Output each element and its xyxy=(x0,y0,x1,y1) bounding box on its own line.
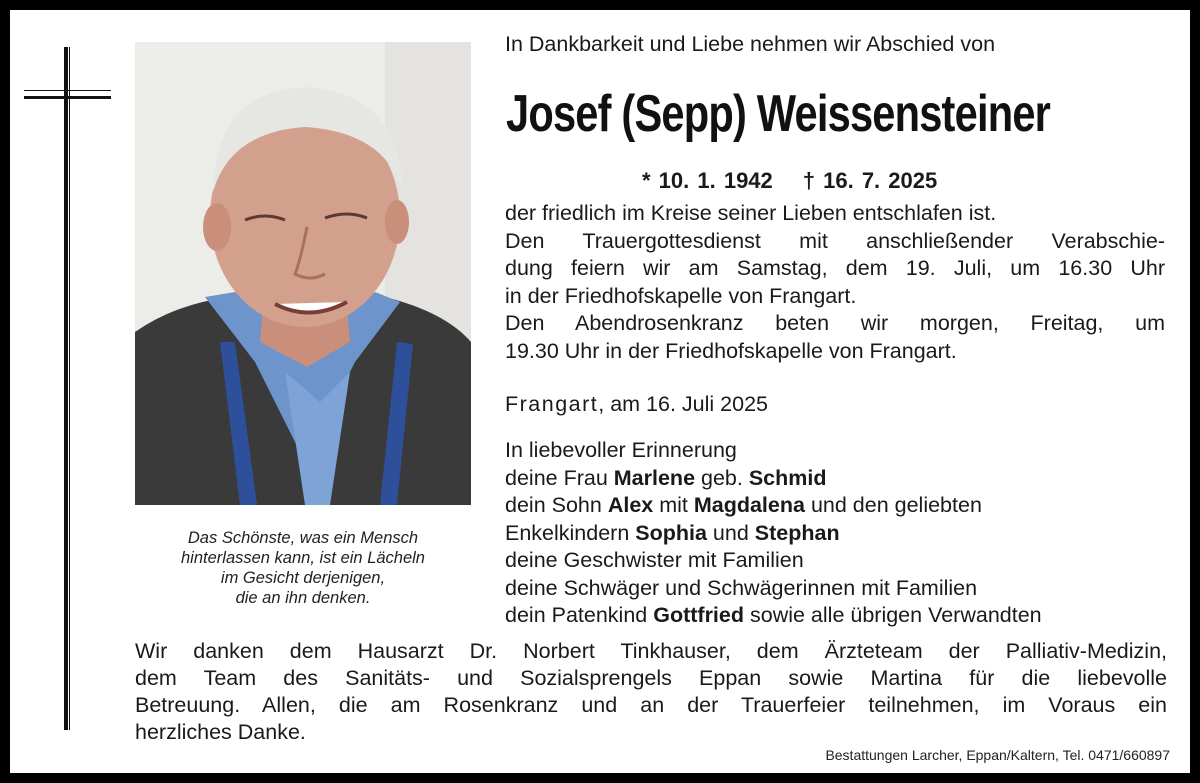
quote-line: hinterlassen kann, ist ein Lächeln xyxy=(181,549,425,567)
place-name: Frangart xyxy=(505,392,599,416)
deceased-name: Josef (Sepp) Weissensteiner xyxy=(506,85,1051,143)
family-line: dein Sohn Alex mit Magdalena und den geliebten xyxy=(505,493,982,517)
funeral-home-footer: Bestattungen Larcher, Eppan/Kaltern, Tel. 0471/660897 xyxy=(825,747,1170,763)
family-line: deine Frau Marlene geb. Schmid xyxy=(505,465,827,490)
notice-body xyxy=(505,200,1165,365)
body-line: Den Abendrosenkranz beten wir morgen, Freitag, um xyxy=(505,311,1165,335)
family-line: dein Patenkind Gottfried sowie alle übrigen Verwandten xyxy=(505,603,1042,627)
thanks-line: Wir danken dem Hausarzt Dr. Norbert Tinkhauser, dem Ärzteteam der Palliativ-Medizin, xyxy=(135,639,1167,663)
birth-date: * 10. 1. 1942 xyxy=(642,168,773,193)
quote-line: Das Schönste, was ein Mensch xyxy=(187,529,419,547)
portrait-photo xyxy=(135,42,471,505)
body-line: in der Friedhofskapelle von Frangart. xyxy=(505,283,857,308)
body-line: der friedlich im Kreise seiner Lieben entschlafen ist. xyxy=(505,201,997,225)
thanks-line: herzliches Danke. xyxy=(135,720,306,744)
place-date xyxy=(505,392,768,417)
notice-date: , am 16. Juli 2025 xyxy=(598,392,768,416)
family-line: deine Schwäger und Schwägerinnen mit Familien xyxy=(505,575,978,600)
family-list xyxy=(505,437,1170,630)
memorial-quote xyxy=(138,528,468,608)
death-date: † 16. 7. 2025 xyxy=(802,168,938,193)
obituary-card xyxy=(10,10,1190,773)
body-line: 19.30 Uhr in der Friedhofskapelle von Frangart. xyxy=(505,338,957,363)
family-line: In liebevoller Erinnerung xyxy=(505,438,737,462)
body-line: Den Trauergottesdienst mit anschließender Verabschie- xyxy=(505,228,1165,253)
thanks-line: dem Team des Sanitäts- und Sozialsprengels Eppan sowie Martina für die liebevolle xyxy=(135,666,1167,690)
body-line: dung feiern wir am Samstag, dem 19. Juli, um 16.30 Uhr xyxy=(505,256,1165,280)
life-dates xyxy=(642,168,937,194)
thanks-paragraph xyxy=(135,638,1167,746)
intro-text: In Dankbarkeit und Liebe nehmen wir Abschied von xyxy=(505,32,996,56)
quote-line: im Gesicht derjenigen, xyxy=(220,569,386,587)
family-line: Enkelkindern Sophia und Stephan xyxy=(505,520,840,545)
thanks-line: Betreuung. Allen, die am Rosenkranz und an der Trauerfeier teilnehmen, im Voraus ein xyxy=(135,693,1167,717)
quote-line: die an ihn denken. xyxy=(235,589,371,607)
family-line: deine Geschwister mit Familien xyxy=(505,548,804,572)
